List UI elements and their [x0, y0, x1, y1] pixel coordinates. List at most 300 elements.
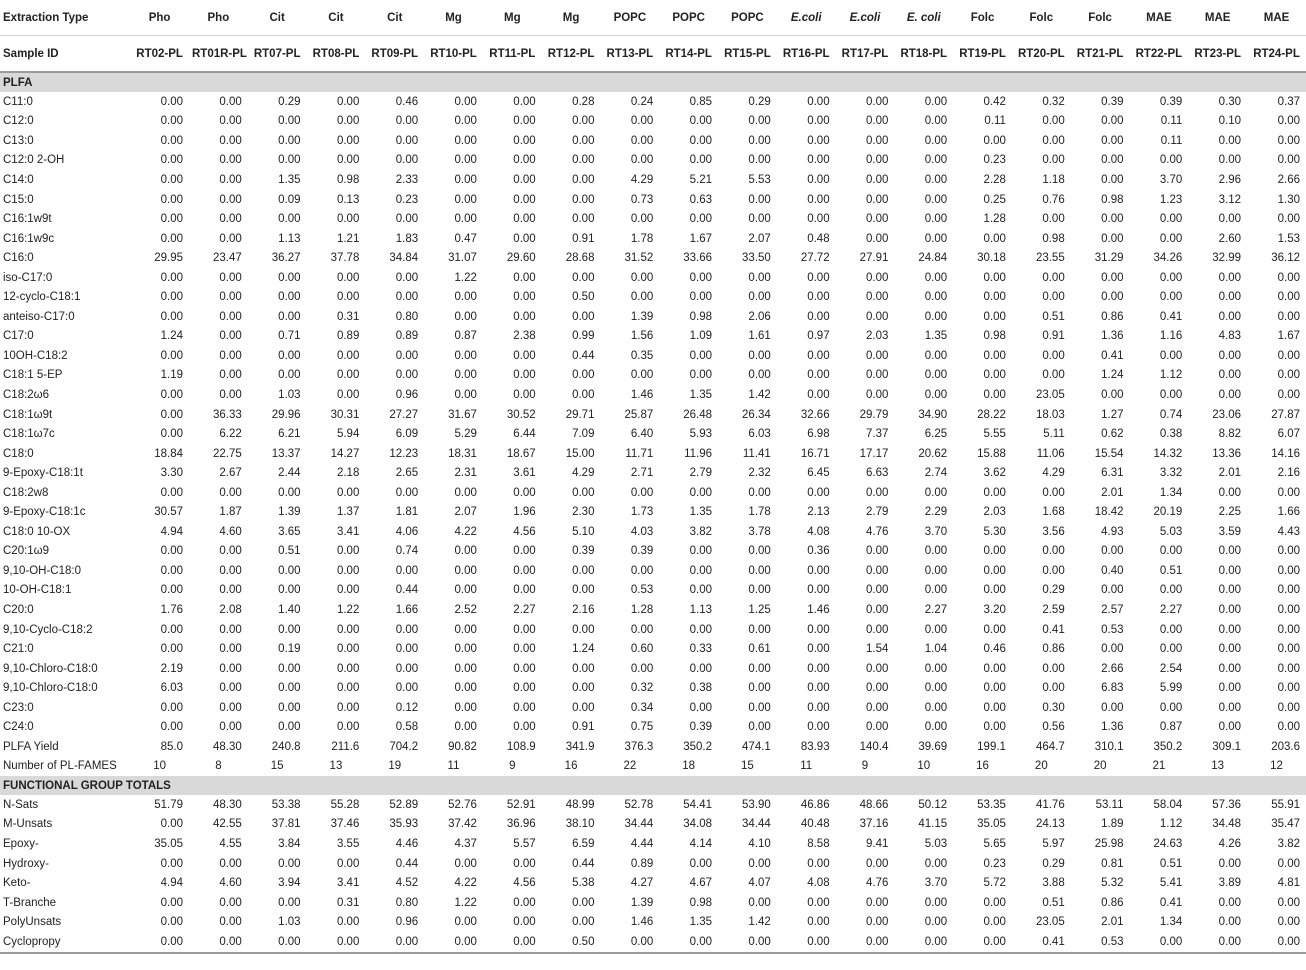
table-cell: 36.96 — [506, 818, 536, 831]
table-cell: 1.12 — [1159, 369, 1183, 382]
table-cell: 2.44 — [278, 467, 301, 480]
table-cell: 0.00 — [865, 271, 889, 284]
table-cell: 2.71 — [630, 467, 654, 480]
table-cell: 0.00 — [307, 932, 366, 953]
table-cell: 3.56 — [1042, 525, 1065, 538]
table-cell: 13 — [1211, 760, 1225, 773]
table-cell: 18.84 — [154, 447, 183, 460]
table-cell: 0.00 — [807, 134, 830, 147]
table-row — [0, 698, 1306, 718]
table-cell: 0.00 — [983, 369, 1006, 382]
table-cell: 12 — [1270, 760, 1283, 773]
table-cell: 0.00 — [513, 662, 536, 675]
table-cell: 3.82 — [689, 525, 713, 538]
table-cell: 25.87 — [624, 408, 654, 421]
table-cell: 0.00 — [454, 662, 477, 675]
table-cell: 0.51 — [1042, 896, 1065, 909]
table-cell: 0.00 — [278, 310, 301, 323]
table-cell: 0.00 — [983, 232, 1006, 245]
table-cell: 35.05 — [977, 818, 1006, 831]
table-cell: 0.00 — [395, 271, 419, 284]
table-cell: 1.78 — [630, 232, 654, 245]
extraction-type-row — [0, 0, 1306, 36]
table-cell: 27.91 — [859, 252, 889, 265]
table-cell: 0.00 — [278, 213, 301, 226]
table-cell: 4.94 — [160, 877, 183, 890]
table-cell: 30.57 — [154, 506, 183, 519]
table-cell: 0.00 — [454, 95, 477, 108]
table-cell: 5.21 — [689, 173, 713, 186]
table-cell: 0.30 — [1042, 701, 1065, 714]
table-cell: 203.6 — [1271, 740, 1300, 753]
table-cell: 0.00 — [1159, 291, 1183, 304]
extraction-type-header: Pho — [148, 11, 171, 24]
table-cell: 0.00 — [1218, 388, 1242, 401]
table-cell: 30.52 — [506, 408, 536, 421]
table-cell: 1.27 — [1101, 408, 1124, 421]
table-cell: 35.93 — [389, 818, 419, 831]
row-label: C16:1w9t — [3, 213, 52, 226]
table-cell: 11.96 — [684, 447, 713, 460]
table-cell: 0.00 — [336, 643, 360, 656]
table-cell: 0.00 — [219, 193, 242, 206]
table-cell: 108.9 — [506, 740, 536, 753]
table-cell: 0.81 — [1101, 857, 1124, 870]
table-cell: 0.00 — [278, 721, 301, 734]
table-cell: 0.00 — [924, 662, 948, 675]
table-cell: 0.00 — [630, 213, 654, 226]
table-cell: 0.00 — [865, 173, 889, 186]
row-label: Epoxy- — [3, 838, 39, 850]
table-cell: 0.00 — [865, 369, 889, 382]
table-cell: 1.37 — [336, 506, 360, 519]
table-cell: 0.00 — [1218, 857, 1242, 870]
table-cell: 33.66 — [683, 252, 713, 265]
table-cell: 0.00 — [278, 701, 301, 714]
table-cell: 31.52 — [624, 252, 654, 265]
table-cell: 0.33 — [689, 643, 713, 656]
table-row — [0, 112, 1306, 132]
table-cell: 3.94 — [278, 877, 301, 890]
table-cell: 2.52 — [454, 603, 477, 616]
table-cell: 0.00 — [160, 95, 183, 108]
table-cell: 0.00 — [924, 95, 948, 108]
table-cell: 0.00 — [807, 682, 830, 695]
table-cell: 3.70 — [924, 525, 948, 538]
table-cell: 0.00 — [513, 154, 536, 167]
table-cell: 0.00 — [336, 545, 360, 558]
row-label: C13:0 — [3, 134, 34, 147]
table-cell: 1.25 — [748, 603, 771, 616]
table-cell: 29.79 — [859, 408, 889, 421]
table-cell: 1.36 — [1101, 330, 1124, 343]
table-cell: 0.00 — [924, 154, 948, 167]
table-cell: 0.00 — [1101, 584, 1124, 597]
table-cell: 0.00 — [1159, 623, 1183, 636]
table-cell: 0.00 — [600, 932, 659, 953]
table-cell: 0.00 — [1042, 369, 1065, 382]
table-cell: 0.00 — [454, 310, 477, 323]
table-cell: 0.00 — [160, 584, 183, 597]
table-cell: 0.00 — [924, 349, 948, 362]
table-cell: 0.00 — [1042, 154, 1065, 167]
table-row — [0, 620, 1306, 640]
table-cell: 0.00 — [1159, 154, 1183, 167]
table-row — [0, 385, 1306, 405]
table-cell: 0.00 — [395, 369, 419, 382]
extraction-type-header: Mg — [503, 11, 521, 24]
sample-id-header: RT14-PL — [659, 36, 718, 73]
table-cell: 0.51 — [1159, 564, 1183, 577]
sample-id-header: RT02-PL — [130, 36, 189, 73]
table-cell: 23.05 — [1035, 916, 1065, 929]
table-cell: 1.46 — [630, 916, 654, 929]
extraction-type-header: Cit — [269, 11, 285, 24]
table-row — [0, 483, 1306, 503]
table-cell: 0.00 — [336, 349, 360, 362]
table-cell: 3.62 — [983, 467, 1006, 480]
table-cell: 0.00 — [454, 584, 477, 597]
table-cell: 3.61 — [513, 467, 536, 480]
table-cell: 18.67 — [506, 447, 536, 460]
table-cell: 36.33 — [213, 408, 242, 421]
table-cell: 0.00 — [1277, 662, 1300, 675]
table-cell: 0.51 — [1042, 310, 1065, 323]
table-cell: 6.25 — [924, 428, 948, 441]
row-label: Keto- — [3, 877, 31, 890]
table-cell: 0.00 — [395, 154, 419, 167]
table-cell: 13 — [329, 760, 343, 773]
table-cell: 0.00 — [1159, 701, 1183, 714]
table-cell: 0.00 — [1218, 291, 1242, 304]
table-cell: 0.96 — [395, 916, 419, 929]
table-cell: 0.00 — [748, 623, 771, 636]
table-cell: 0.00 — [278, 154, 301, 167]
table-cell: 0.46 — [395, 95, 419, 108]
table-cell: 0.00 — [924, 271, 948, 284]
table-cell: 3.78 — [748, 525, 771, 538]
table-cell: 0.00 — [807, 857, 830, 870]
table-cell: 0.00 — [983, 486, 1006, 499]
table-cell: 0.00 — [513, 857, 536, 870]
table-cell: 0.00 — [454, 701, 477, 714]
row-label: C24:0 — [3, 721, 34, 734]
table-cell: 0.00 — [1042, 271, 1065, 284]
table-row — [0, 912, 1306, 932]
table-cell: 0.00 — [924, 115, 948, 128]
table-cell: 0.53 — [1101, 623, 1124, 636]
sample-id-header: RT12-PL — [542, 36, 601, 73]
table-cell: 0.00 — [513, 193, 536, 206]
extraction-type-header: Pho — [207, 11, 230, 24]
table-cell: 0.00 — [924, 916, 948, 929]
sample-id-row — [0, 36, 1306, 73]
table-cell: 0.51 — [278, 545, 301, 558]
table-cell: 0.74 — [1159, 408, 1183, 421]
table-cell: 0.00 — [160, 213, 183, 226]
table-cell: 15.54 — [1094, 447, 1124, 460]
table-cell: 0.76 — [1042, 193, 1065, 206]
table-cell: 48.30 — [213, 740, 242, 753]
table-cell: 0.50 — [572, 291, 595, 304]
table-cell: 0.00 — [219, 95, 242, 108]
table-cell: 0.39 — [572, 545, 595, 558]
table-cell: 0.00 — [336, 701, 360, 714]
table-cell: 0.00 — [1277, 291, 1300, 304]
table-cell: 2.30 — [572, 506, 595, 519]
table-cell: 13.37 — [271, 447, 301, 460]
table-cell: 0.00 — [278, 369, 301, 382]
table-cell: 0.00 — [1277, 369, 1300, 382]
row-label: C12:0 2-OH — [3, 154, 65, 167]
table-cell: 4.10 — [748, 838, 771, 850]
table-cell: 0.00 — [1277, 896, 1300, 909]
table-cell: 0.00 — [924, 213, 948, 226]
table-cell: 33.50 — [742, 252, 771, 265]
table-cell: 0.25 — [983, 193, 1006, 206]
table-cell: 0.00 — [983, 584, 1006, 597]
table-row — [0, 815, 1306, 835]
table-cell: 0.00 — [1277, 682, 1300, 695]
table-cell: 0.00 — [513, 721, 536, 734]
sample-id-header: RT21-PL — [1071, 36, 1130, 73]
table-row — [0, 522, 1306, 542]
table-cell: 0.00 — [572, 662, 595, 675]
table-cell: 0.47 — [454, 232, 477, 245]
table-cell: 2.27 — [513, 603, 536, 616]
table-cell: 0.00 — [219, 115, 242, 128]
table-cell: 0.00 — [865, 310, 889, 323]
row-label: C23:0 — [3, 701, 34, 714]
extraction-type-header: MAE — [1204, 11, 1231, 24]
table-cell: 1.96 — [513, 506, 536, 519]
table-cell: 0.29 — [278, 95, 301, 108]
table-cell: 0.00 — [1218, 603, 1242, 616]
table-cell: 35.05 — [154, 838, 183, 850]
sample-id-header: RT10-PL — [424, 36, 483, 73]
table-cell: 0.00 — [336, 623, 360, 636]
table-cell: 0.00 — [160, 896, 183, 909]
table-cell: 0.00 — [572, 310, 595, 323]
table-cell: 0.00 — [748, 701, 771, 714]
table-cell: 14.32 — [1153, 447, 1183, 460]
table-cell: 0.00 — [219, 388, 242, 401]
table-cell: 0.00 — [807, 349, 830, 362]
row-label: 10OH-C18:2 — [3, 349, 68, 362]
table-cell: 0.00 — [1042, 115, 1065, 128]
table-cell: 0.00 — [219, 349, 242, 362]
row-label: C18:1 5-EP — [3, 369, 63, 382]
table-cell: 0.00 — [219, 271, 242, 284]
table-cell: 4.14 — [689, 838, 713, 850]
table-row — [0, 444, 1306, 464]
table-cell: 0.00 — [336, 682, 360, 695]
table-cell: 0.00 — [1277, 134, 1300, 147]
table-cell: 11 — [800, 760, 813, 773]
table-cell: 4.81 — [1277, 877, 1300, 890]
table-cell: 0.00 — [513, 349, 536, 362]
table-row — [0, 854, 1306, 874]
section-header-row — [0, 776, 1306, 795]
table-cell: 5.10 — [572, 525, 595, 538]
table-cell: 26.34 — [742, 408, 771, 421]
table-cell: 0.00 — [336, 857, 360, 870]
table-cell: 0.29 — [748, 95, 771, 108]
table-cell: 0.00 — [865, 564, 889, 577]
table-cell: 5.32 — [1101, 877, 1124, 890]
table-cell: 0.00 — [1277, 349, 1300, 362]
table-cell: 0.00 — [777, 932, 836, 953]
extraction-type-header: Folc — [1029, 11, 1054, 24]
table-cell: 6.07 — [1277, 428, 1300, 441]
table-cell: 0.00 — [160, 643, 183, 656]
table-cell: 5.57 — [513, 838, 536, 850]
table-cell: 52.89 — [389, 798, 419, 811]
sample-id-label: Sample ID — [0, 36, 130, 73]
row-label: 10-OH-C18:1 — [3, 584, 72, 597]
table-cell: 0.00 — [748, 564, 771, 577]
table-cell: 10 — [153, 760, 166, 773]
table-cell: 5.03 — [1159, 525, 1183, 538]
table-cell: 0.00 — [748, 682, 771, 695]
sample-id-header: RT19-PL — [953, 36, 1012, 73]
table-cell: 0.00 — [160, 388, 183, 401]
table-cell: 2.32 — [748, 467, 771, 480]
table-row — [0, 92, 1306, 112]
sample-id-header: RT11-PL — [483, 36, 542, 73]
extraction-type-header: Folc — [970, 11, 995, 24]
table-cell: 0.00 — [1277, 603, 1300, 616]
table-cell: 4.08 — [807, 877, 830, 890]
table-cell: 9 — [509, 760, 516, 773]
table-cell: 0.00 — [865, 896, 889, 909]
table-cell: 0.00 — [395, 134, 419, 147]
table-cell: 0.00 — [395, 643, 419, 656]
table-cell: 0.00 — [219, 643, 242, 656]
table-cell: 0.00 — [572, 271, 595, 284]
table-row — [0, 307, 1306, 327]
table-cell: 0.00 — [454, 173, 477, 186]
table-cell: 0.00 — [278, 134, 301, 147]
table-cell: 16.71 — [800, 447, 830, 460]
table-cell: 0.00 — [336, 369, 360, 382]
table-cell: 4.52 — [395, 877, 419, 890]
table-cell: 1.22 — [336, 603, 360, 616]
table-cell: 4.07 — [748, 877, 771, 890]
table-cell: 0.00 — [160, 193, 183, 206]
table-cell: 376.3 — [624, 740, 654, 753]
table-cell: 0.00 — [689, 564, 713, 577]
table-cell: 1.28 — [630, 603, 654, 616]
table-cell: 0.00 — [513, 545, 536, 558]
row-label: C18:1ω7c — [3, 428, 55, 441]
table-cell: 0.00 — [924, 564, 948, 577]
table-cell: 4.26 — [1218, 838, 1242, 850]
table-cell: 4.22 — [454, 525, 477, 538]
table-cell: 0.00 — [513, 896, 536, 909]
table-cell: 0.00 — [1277, 564, 1300, 577]
table-cell: 5.41 — [1159, 877, 1183, 890]
table-cell: 2.27 — [1159, 603, 1183, 616]
table-cell: 0.00 — [572, 134, 595, 147]
table-cell: 0.00 — [1218, 310, 1242, 323]
table-cell: 0.00 — [248, 932, 307, 953]
table-cell: 0.00 — [807, 721, 830, 734]
table-cell: 2.18 — [336, 467, 360, 480]
table-cell: 0.96 — [395, 388, 419, 401]
table-cell: 2.60 — [1218, 232, 1242, 245]
table-cell: 1.03 — [278, 388, 301, 401]
table-cell: 0.40 — [1101, 564, 1124, 577]
table-cell: 2.08 — [219, 603, 242, 616]
table-cell: 90.82 — [448, 740, 477, 753]
table-cell: 0.00 — [160, 173, 183, 186]
table-cell: 16 — [976, 760, 989, 773]
table-cell: 0.00 — [865, 193, 889, 206]
table-cell: 4.56 — [513, 525, 536, 538]
table-cell: 29.60 — [506, 252, 536, 265]
row-label: C12:0 — [3, 115, 34, 128]
table-cell: 3.59 — [1218, 525, 1242, 538]
table-cell: 0.00 — [1218, 916, 1242, 929]
table-cell: 1.13 — [278, 232, 301, 245]
table-cell: 0.00 — [160, 271, 183, 284]
table-cell: 8.58 — [807, 838, 830, 850]
table-cell: 32.66 — [800, 408, 830, 421]
table-cell: 0.00 — [630, 486, 654, 499]
table-cell: 28.22 — [977, 408, 1006, 421]
table-cell: 5.53 — [748, 173, 771, 186]
table-cell: 0.00 — [924, 310, 948, 323]
table-cell: 0.00 — [718, 932, 777, 953]
table-cell: 18.42 — [1094, 506, 1124, 519]
table-cell: 0.00 — [572, 564, 595, 577]
table-cell: 0.00 — [160, 623, 183, 636]
table-cell: 199.1 — [977, 740, 1006, 753]
table-cell: 3.65 — [278, 525, 301, 538]
table-cell: 0.00 — [219, 213, 242, 226]
table-cell: 310.1 — [1094, 740, 1124, 753]
table-cell: 4.83 — [1218, 330, 1242, 343]
table-cell: 0.00 — [1159, 213, 1183, 226]
table-cell: 3.12 — [1218, 193, 1242, 206]
table-cell: 4.08 — [807, 525, 830, 538]
table-cell: 2.67 — [219, 467, 242, 480]
row-label: C18:1ω9t — [3, 408, 53, 421]
section-header-row — [0, 72, 1306, 92]
table-cell: 0.00 — [924, 369, 948, 382]
table-cell: 2.57 — [1101, 603, 1124, 616]
row-label: anteiso-C17:0 — [3, 310, 75, 323]
table-cell: 0.00 — [1218, 896, 1242, 909]
table-cell: 2.74 — [924, 467, 948, 480]
table-cell: 4.43 — [1277, 525, 1300, 538]
row-label: C18:0 — [3, 447, 34, 460]
table-cell: 0.00 — [689, 271, 713, 284]
table-cell: 0.00 — [1277, 486, 1300, 499]
table-cell: 0.00 — [924, 721, 948, 734]
sample-id-header: RT18-PL — [894, 36, 953, 73]
table-cell: 36.27 — [271, 252, 301, 265]
table-cell: 11 — [447, 760, 460, 773]
table-cell: 0.00 — [807, 193, 830, 206]
table-cell: 0.00 — [278, 564, 301, 577]
table-cell: 0.36 — [807, 545, 830, 558]
table-cell: 0.00 — [454, 388, 477, 401]
row-label: C20:1ω9 — [3, 545, 50, 558]
table-cell: 1.23 — [1159, 193, 1183, 206]
table-row — [0, 170, 1306, 190]
